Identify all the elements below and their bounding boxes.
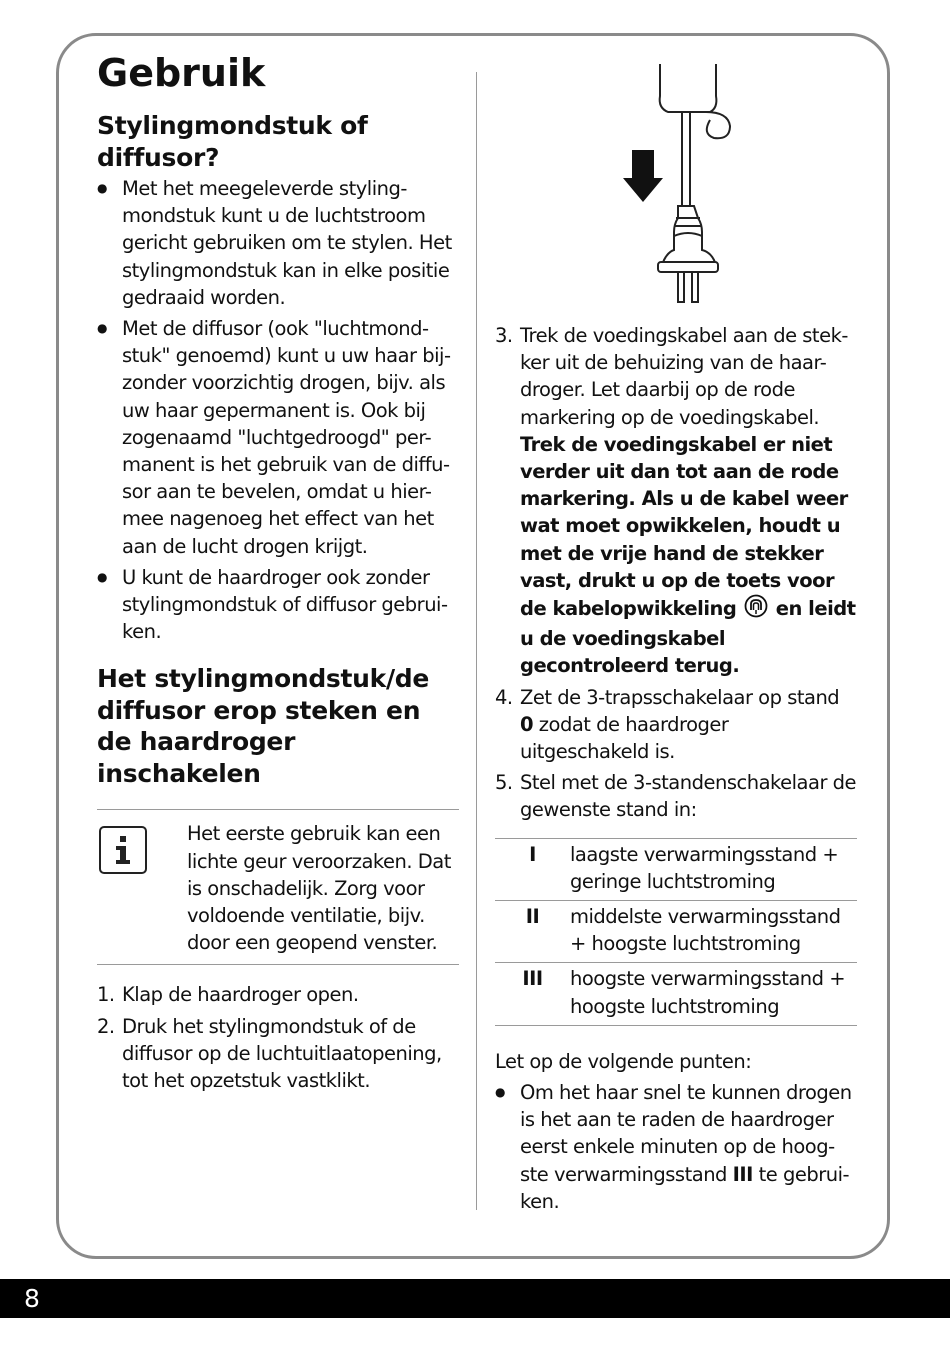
page-footer (0, 1279, 950, 1318)
cable-pull-illustration (618, 60, 738, 310)
list-item: ● Om het haar snel te kunnen drogen is het aan te raden de haardroger eerst enkele minuten op de hoog-ste verwarmingsstand III te gebrui-ken. (495, 1079, 857, 1215)
list-item: 2. Druk het stylingmondstuk of de diffusor op de luchtuitlaatopening, tot het opzetstuk vastklikt. (97, 1014, 442, 1093)
description-cell: hoogste verwarmingsstand + hoogste luchtstroming (570, 963, 857, 1025)
table-row (495, 963, 857, 1025)
note-list (495, 1079, 857, 1215)
list-item: 3. Trek de voedingskabel aan de stek-ker uit de behuizing van de haar-droger. Let daarbij op de rode markering op de voedingskabel. Trek de voedingskabel er niet verder uit dan tot aan de rode markering. Als u de kabel weer wat moet opwikkelen, houdt u met de vrije hand de stekker vast, drukt u op de toets voor de kabelopwikkeling en leidt u de voedingskabel gecontroleerd terug. (495, 324, 856, 678)
level-cell: I (495, 838, 570, 900)
bullet-list (97, 175, 459, 645)
column-divider (476, 72, 477, 1210)
info-box (97, 809, 459, 965)
list-item: ● Met de diffusor (ook "luchtmond-stuk" genoemd) kunt u uw haar bij-zonder voorzichtig drogen, bijv. als uw haar gepermanent is. Ook bij zogenaamd "luchtgedroogd" per-manent is het gebruik van de diffu-sor aan te bevelen, omdat u hier-mee nagenoeg het effect van het aan de lucht drogen krijgt. (97, 315, 459, 560)
description-cell: laagste verwarmingsstand + geringe luchtstroming (570, 838, 857, 900)
heat-level-table (495, 838, 857, 1026)
table-row (495, 838, 857, 900)
level-cell: III (495, 963, 570, 1025)
list-item: ● Met het meegeleverde styling-mondstuk kunt u de luchtstroom gericht gebruiken om te stylen. Het stylingmondstuk kan in elke positie gedraaid worden. (97, 175, 459, 311)
left-column (97, 50, 459, 1098)
cable-rewind-icon (744, 594, 768, 625)
steps-list (97, 981, 459, 1094)
section-heading-styling: Stylingmondstuk of diffusor? (97, 111, 368, 172)
section-heading-attach: Het stylingmondstuk/de diffusor erop steken en de haardroger inschakelen (97, 664, 430, 788)
info-icon (99, 826, 147, 874)
steps-list-continued (495, 322, 857, 824)
level-cell: II (495, 901, 570, 963)
info-text: Het eerste gebruik kan een lichte geur veroorzaken. Dat is onschadelijk. Zorg voor voldoende ventilatie, bijv. door een geopend venster. (187, 822, 451, 955)
list-item: ● U kunt de haardroger ook zonder stylingmondstuk of diffusor gebrui-ken. (97, 564, 459, 646)
description-cell: middelste verwarmingsstand + hoogste luchtstroming (570, 901, 857, 963)
page-number: 8 (24, 1284, 40, 1313)
right-column (495, 322, 857, 1219)
note-intro: Let op de volgende punten: (495, 1049, 752, 1073)
page-title: Gebruik (97, 51, 266, 95)
list-item: 5. Stel met de 3-standenschakelaar de gewenste stand in: (495, 771, 857, 822)
table-row (495, 901, 857, 963)
list-item: 4. Zet de 3-trapsschakelaar op stand 0 zodat de haardroger uitgeschakeld is. (495, 685, 840, 764)
list-item: 1. Klap de haardroger open. (97, 983, 359, 1007)
